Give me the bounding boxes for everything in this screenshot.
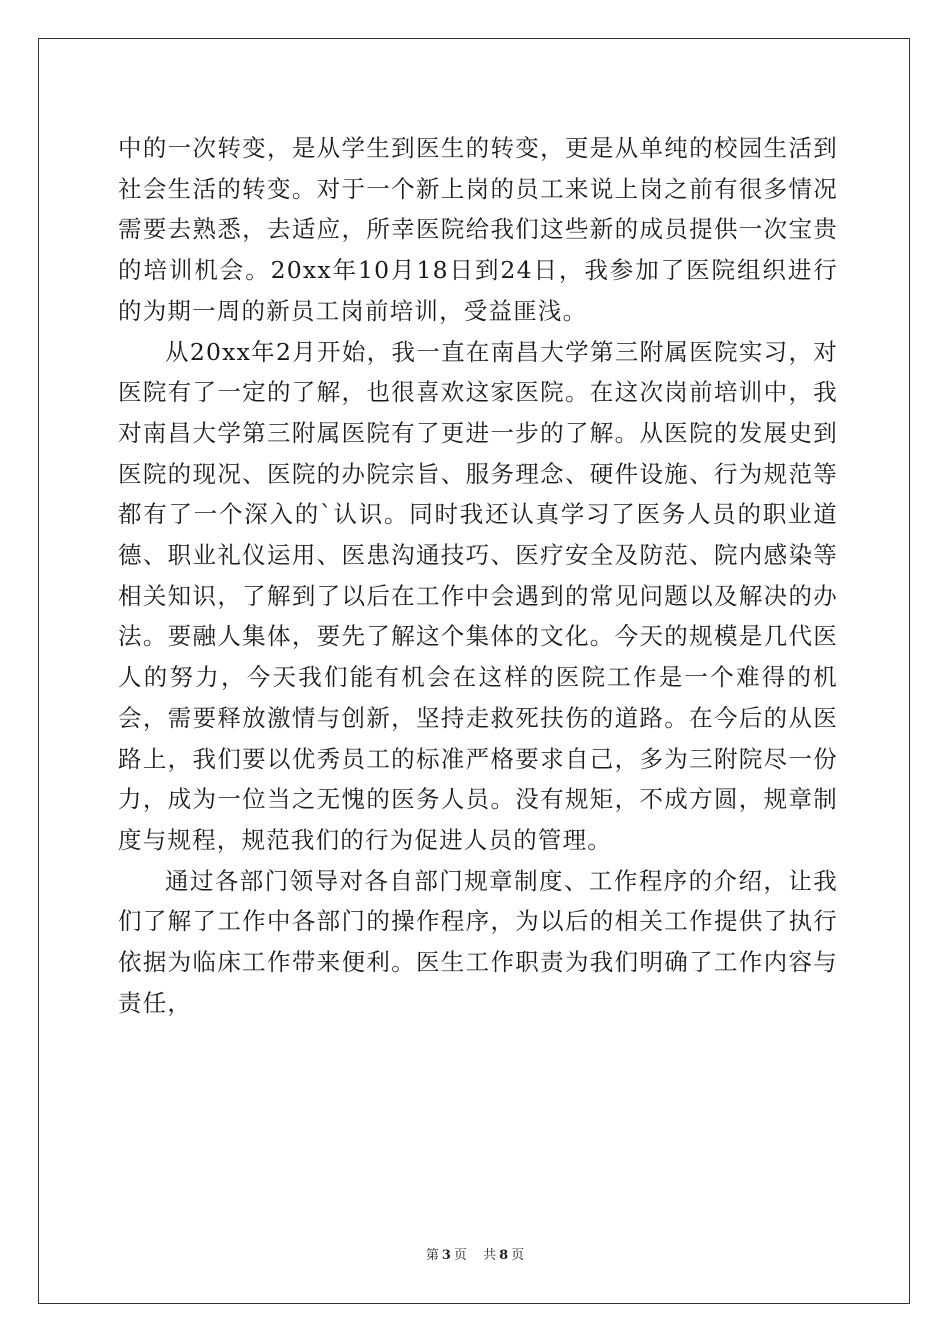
page-footer [0, 1244, 950, 1263]
page-indicator: 第 3 页 [425, 1248, 467, 1263]
paragraph-3: 通过各部门领导对各自部门规章制度、工作程序的介绍，让我们了解了工作中各部门的操作程序，为以后的相关工作提供了执行依据为临床工作带来便利。医生工作职责为我们明确了工作内容与责任， [118, 866, 838, 1017]
paragraph-1: 中的一次转变，是从学生到医生的转变，更是从单纯的校园生活到社会生活的转变。对于一个新上岗的员工来说上岗之前有很多情况需要去熟悉，去适应，所幸医院给我们这些新的成员提供一次宝贵的培训机会。20xx年10月18日到24日，我参加了医院组织进行的为期一周的新员工岗前培训，受益匪浅。 [118, 134, 838, 325]
document-body [118, 128, 838, 1023]
total-pages: 8 [499, 1248, 509, 1263]
total-indicator: 共 8 页 [483, 1248, 525, 1263]
page-number: 3 [441, 1248, 451, 1263]
paragraph-2: 从20xx年2月开始，我一直在南昌大学第三附属医院实习，对医院有了一定的了解，也很喜欢这家医院。在这次岗前培训中，我对南昌大学第三附属医院有了更进一步的了解。从医院的发展史到医院的现况、医院的办院宗旨、服务理念、硬件设施、行为规范等都有了一个深入的`认识。同时我还认真学习了医务人员的职业道德、职业礼仪运用、医患沟通技巧、医疗安全及防范、院内感染等相关知识，了解到了以后在工作中会遇到的常见问题以及解决的办法。要融人集体，要先了解这个集体的文化。今天的规模是几代医人的努力，今天我们能有机会在这样的医院工作是一个难得的机会，需要释放激情与创新，坚持走救死扶伤的道路。在今后的从医路上，我们要以优秀员工的标准严格要求自己，多为三附院尽一份力，成为一位当之无愧的医务人员。没有规矩，不成方圆，规章制度与规程，规范我们的行为促进人员的管理。 [118, 337, 838, 854]
